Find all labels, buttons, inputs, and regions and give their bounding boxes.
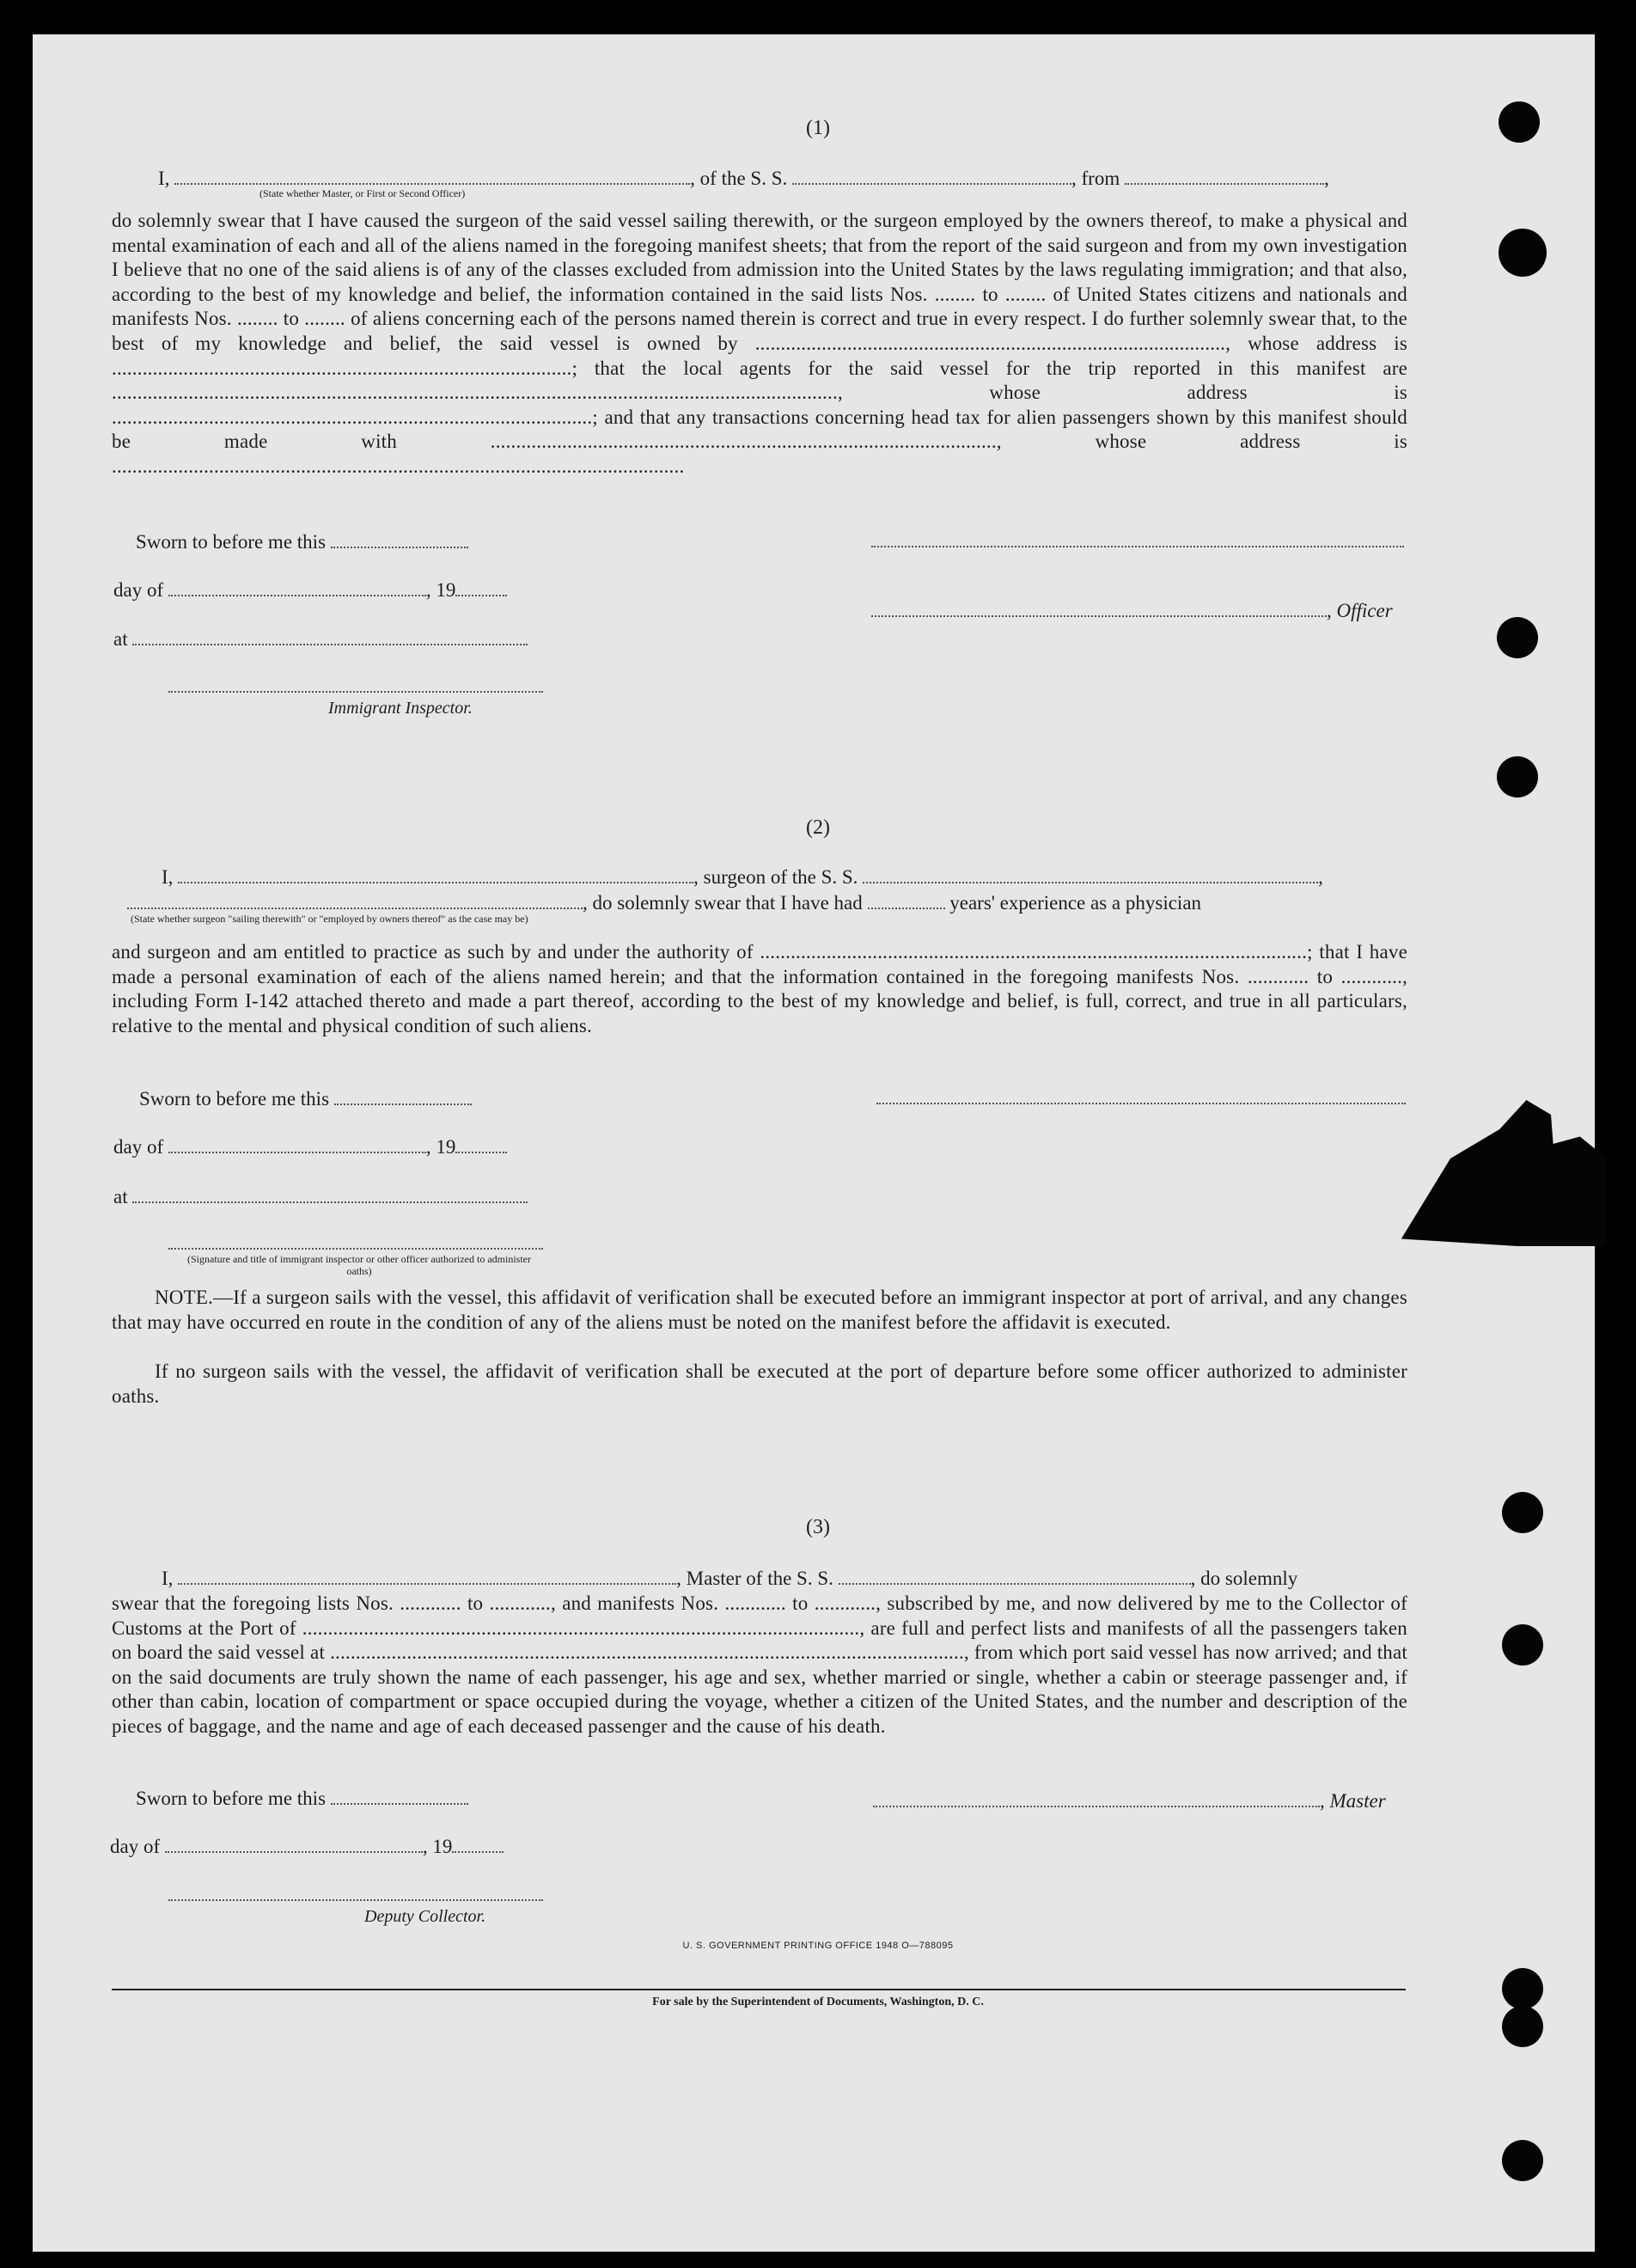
year-field-3[interactable] (452, 1834, 504, 1853)
collector-caption: Deputy Collector. (364, 1907, 486, 1926)
section-1-line-i: I, , of the S. S. , from , (158, 168, 1329, 189)
vessel-name-field[interactable] (792, 166, 1071, 185)
at-field-1[interactable] (132, 627, 528, 645)
section-2-sworn: Sworn to before me this (139, 1086, 472, 1111)
binder-hole (1497, 617, 1538, 658)
section-2-number: (2) (806, 816, 830, 839)
inspector-caption: Immigrant Inspector. (328, 699, 473, 718)
binder-hole (1502, 2006, 1543, 2047)
sworn-date-field-2[interactable] (334, 1086, 472, 1105)
officer-signature-line-top[interactable] (871, 544, 1404, 547)
binder-hole (1497, 756, 1538, 798)
inspector-signature-line-2[interactable] (168, 1246, 543, 1250)
day-of-field-1[interactable] (168, 578, 426, 596)
master-signature: , Master (873, 1788, 1386, 1813)
binder-hole (1502, 1624, 1543, 1666)
binder-hole (1499, 229, 1547, 277)
note-no-surgeon: If no surgeon sails with the vessel, the affidavit of verification shall be executed at the port of departure before some officer authorized to administer oaths. (112, 1360, 1407, 1407)
vessel-name-field-3[interactable] (839, 1566, 1191, 1585)
section-2-line-experience: , do solemnly swear that I have had years' experience as a physician (127, 890, 1201, 915)
inspector-signature-note: (Signature and title of immigrant inspector or other officer authorized to administer oaths) (187, 1253, 531, 1277)
surgeon-name-field[interactable] (178, 865, 693, 883)
printing-office-imprint: U. S. GOVERNMENT PRINTING OFFICE 1948 O—788095 (682, 1941, 954, 1951)
officer-signature: , Officer (871, 598, 1393, 623)
officer-signature-line[interactable] (871, 598, 1327, 617)
surgeon-signature-line[interactable] (876, 1101, 1406, 1104)
sworn-date-field-3[interactable] (331, 1786, 468, 1805)
surgeon-status-note: (State whether surgeon "sailing therewith" or "employed by owners thereof" as the case may be) (131, 913, 528, 925)
binder-hole (1502, 2140, 1543, 2181)
section-3-oath-text: swear that the foregoing lists Nos. ............ to ............, and manifests Nos. ............ to ............, subscribed by me, and now delivered by me to the Collector of Customs at the Port of ............................................................................................................., are full and perfect lists and manifests of all the passengers taken on board the said vessel at ............................................................................................................................, from which port said vessel has now arrived; and that on the said documents are truly shown the name of each passenger, his age and sex, whether married or single, whether a cabin or steerage passenger and, if other than cabin, location of compartment or space occupied during the voyage, whether a citizen of the United States, and the number and description of the pieces of baggage, and the name and age of each deceased passenger and the cause of his death. (112, 1592, 1407, 1737)
section-1-number: (1) (806, 117, 830, 139)
section-2-oath-text: and surgeon and am entitled to practice as such by and under the authority of ...........................................................................................................; that I have made a personal examination of each of the aliens named herein; and that the information contained in the foregoing manifests Nos. ............ to ............, including Form I-142 attached thereto and made a part thereof, according to the best of my knowledge and belief, is full, correct, and true in all particulars, relative to the mental and physical condition of such aliens. (112, 941, 1407, 1036)
section-1-oath-text: do solemnly swear that I have caused the surgeon of the said vessel sailing therewith, or the surgeon employed by the owners thereof, to make a physical and mental examination of each and all of the aliens named in the foregoing manifest sheets; that from the report of the said surgeon and from my own investigation I believe that no one of the said aliens is of any of the classes excluded from admission into the United States by the laws regulating immigration; and that also, according to the best of my knowledge and belief, the information contained in the said lists Nos. ........ to ........ of United States citizens and nationals and manifests Nos. ........ to ........ of aliens concerning each of the persons named therein is correct and true in every respect. I do further solemnly swear that, to the best of my knowledge and belief, the said vessel is owned by ............................................................................................, whose address is ..........................................................................................; that the local agents for the said vessel for the trip reported in this manifest are .............................................................................................................................................., whose address is ..............................................................................................; and that any transactions concerning head tax for alien passengers shown by this manifest should be made with ..................................................................................................., whose address is ................................................................................................................ (112, 210, 1407, 477)
footer-rule (112, 1989, 1406, 1990)
collector-signature-line[interactable] (168, 1898, 543, 1901)
year-field-1[interactable] (455, 578, 507, 596)
section-1-at: at (113, 627, 528, 651)
for-sale-notice: For sale by the Superintendent of Documents, Washington, D. C. (652, 1996, 984, 2008)
sworn-date-field-1[interactable] (331, 529, 468, 548)
inspector-signature-line[interactable] (168, 689, 543, 693)
section-3-sworn: Sworn to before me this (136, 1786, 468, 1811)
section-2-line-i: I, , surgeon of the S. S. , (162, 866, 1323, 888)
section-3-day-of: day of , 19 (110, 1834, 504, 1859)
section-3-number: (3) (806, 1516, 830, 1538)
day-of-field-2[interactable] (168, 1134, 426, 1153)
section-1-day-of: day of , 19 (113, 578, 507, 602)
departure-port-field[interactable] (1125, 166, 1324, 185)
years-experience-field[interactable] (868, 890, 945, 909)
at-field-2[interactable] (132, 1184, 528, 1203)
section-2-at: at (113, 1184, 528, 1209)
year-field-2[interactable] (455, 1134, 507, 1153)
officer-role-note: (State whether Master, or First or Second Officer) (259, 187, 466, 199)
vessel-name-field-2[interactable] (863, 865, 1318, 883)
surgeon-status-field[interactable] (127, 890, 583, 909)
section-2-day-of: day of , 19 (113, 1134, 507, 1159)
master-signature-line[interactable] (873, 1788, 1320, 1807)
master-name-field[interactable] (178, 1566, 676, 1585)
section-3-line-i: I, , Master of the S. S. , do solemnly (162, 1568, 1298, 1589)
section-1-sworn: Sworn to before me this (136, 529, 468, 554)
officer-name-field[interactable] (174, 166, 690, 185)
day-of-field-3[interactable] (165, 1834, 423, 1853)
note-surgeon-sails: NOTE.—If a surgeon sails with the vessel, this affidavit of verification shall be executed before an immigrant inspector at port of arrival, and any changes that may have occurred en route in the condition of any of the aliens must be noted on the manifest before the affidavit is executed. (112, 1287, 1407, 1333)
